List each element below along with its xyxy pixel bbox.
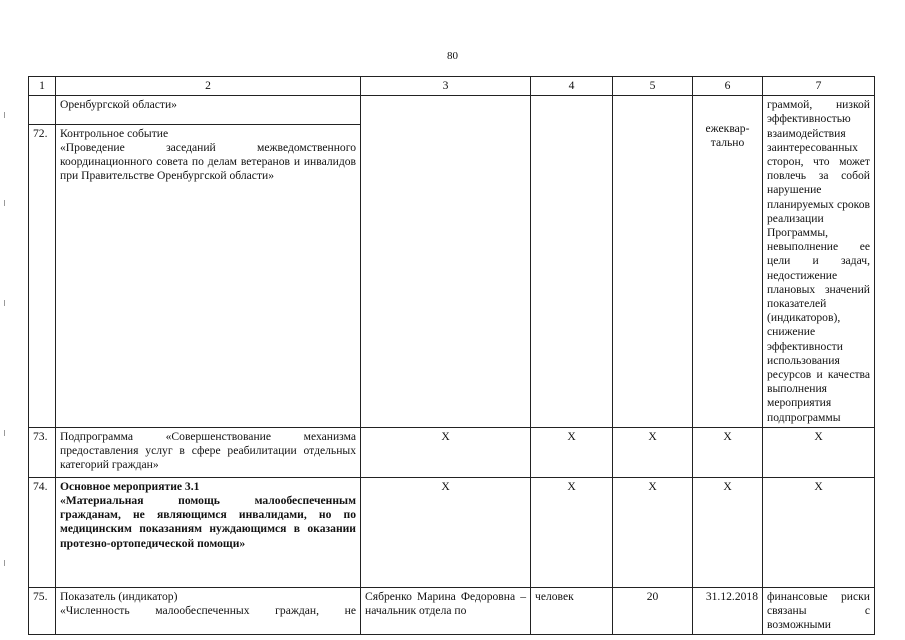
- margin-tick: [4, 560, 5, 566]
- measure-type: Основное мероприятие 3.1: [60, 479, 200, 493]
- header-col-2: 2: [56, 77, 361, 96]
- indicator-title: «Численность малообеспеченных граждан, не: [60, 604, 356, 618]
- cell-risks: Х: [763, 477, 875, 587]
- cell-value: 20: [613, 587, 693, 635]
- table-row-73: [29, 427, 875, 477]
- cell-risks: финансовые риски связаны с возможными: [763, 587, 875, 635]
- row-number: 75.: [29, 587, 56, 635]
- cell-value: Х: [613, 427, 693, 477]
- event-type: Контрольное событие: [60, 126, 169, 140]
- event-title: «Проведение заседаний межведомственного координационного совета по делам ветеранов и инвалидов при Правительстве Оренбургской области»: [60, 140, 356, 183]
- header-col-7: 7: [763, 77, 875, 96]
- cell-deadline: Х: [693, 427, 763, 477]
- header-col-3: 3: [361, 77, 531, 96]
- cell-deadline: 31.12.2018: [693, 587, 763, 635]
- header-col-4: 4: [531, 77, 613, 96]
- table-row-74: [29, 477, 875, 587]
- cell-value: [613, 96, 693, 428]
- program-table: [28, 76, 875, 635]
- cell-deadline: Х: [693, 477, 763, 587]
- cell-unit: Х: [531, 477, 613, 587]
- row-number: 73.: [29, 427, 56, 477]
- cell-responsible: Х: [361, 477, 531, 587]
- cell-responsible: Х: [361, 427, 531, 477]
- cell-responsible: [361, 96, 531, 428]
- cell-deadline: [693, 96, 763, 428]
- cell-responsible: Сябренко Марина Федоровна – начальник отдела по: [361, 587, 531, 635]
- header-col-1: 1: [29, 77, 56, 96]
- cell-num: [29, 96, 56, 125]
- cell-value: Х: [613, 477, 693, 587]
- margin-tick: [4, 200, 5, 206]
- cell-name: [56, 124, 361, 427]
- measure-title: «Материальная помощь малообеспеченным гражданам, не являющимся инвалидами, но по медицинским показаниям нуждающимся в оказании протезно-ортопедической помощи»: [60, 494, 356, 550]
- row-number: 72.: [29, 124, 56, 427]
- margin-tick: [4, 430, 5, 436]
- header-col-6: 6: [693, 77, 763, 96]
- indicator-type: Показатель (индикатор): [60, 589, 178, 603]
- cell-name: Оренбургской области»: [56, 96, 361, 125]
- cell-name: Подпрограмма «Совершенствование механизма предоставления услуг в сфере реабилитации отдельных категорий граждан»: [56, 427, 361, 477]
- margin-tick: [4, 300, 5, 306]
- cell-deadline-text: ежеквар-тально: [705, 122, 750, 150]
- page-number: 80: [447, 50, 458, 62]
- cell-unit: [531, 96, 613, 428]
- cell-name: [56, 477, 361, 587]
- header-col-5: 5: [613, 77, 693, 96]
- table-row-continuation: [29, 96, 875, 125]
- cell-risks: граммой, низкой эффективностью взаимодействия заинтересованных сторон, что может повлечь за собой нарушение планируемых сроков реализации Программы, невыполнение ее цели и задач, недостижение плановых значений показателей (индикаторов), снижение эффективности использования ресурсов и качества выполнения мероприятия подпрограммы: [763, 96, 875, 428]
- cell-unit: человек: [531, 587, 613, 635]
- cell-name: [56, 587, 361, 635]
- table-row-75: [29, 587, 875, 635]
- cell-unit: Х: [531, 427, 613, 477]
- header-row: [29, 77, 875, 96]
- margin-tick: [4, 112, 5, 118]
- row-number: 74.: [29, 477, 56, 587]
- cell-risks: Х: [763, 427, 875, 477]
